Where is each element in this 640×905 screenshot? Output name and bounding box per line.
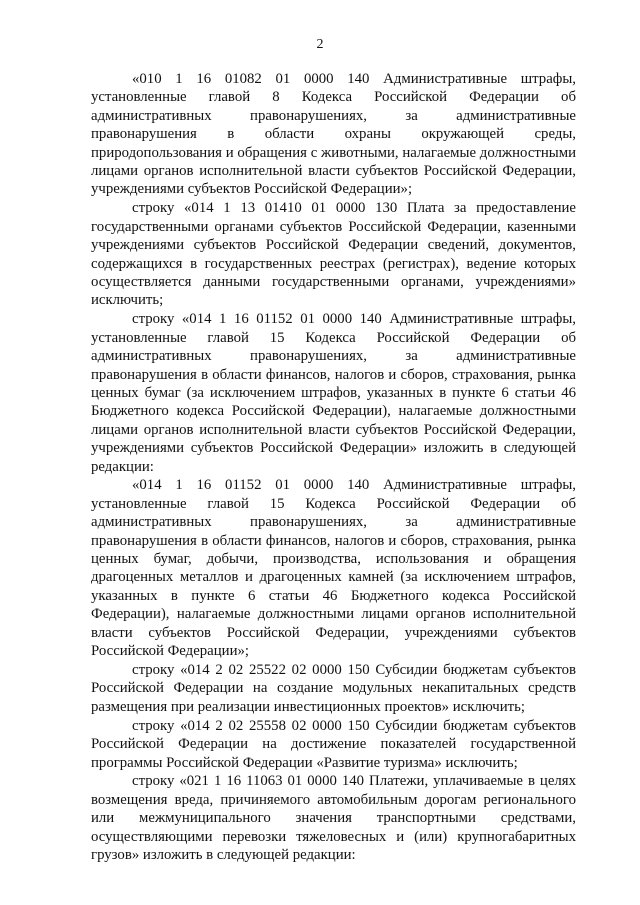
paragraph: «010 1 16 01082 01 0000 140 Административные штрафы, установленные главой 8 Кодекса Российской Федерации об административных правонарушениях, за административные правонарушения в области охраны окружающей среды, природопользования и обращения с животными, налагаемые должностными лицами органов исполнительной власти субъектов Российской Федерации, учреждениями субъектов Российской Федерации»; [91,71,576,198]
page-number: 2 [316,37,324,52]
document-body [91,70,576,865]
paragraph: строку «014 2 02 25522 02 0000 150 Субсидии бюджетам субъектов Российской Федерации на создание модульных некапитальных средств размещения при реализации инвестиционных проектов» исключить; [91,662,576,715]
paragraph: строку «021 1 16 11063 01 0000 140 Платежи, уплачиваемые в целях возмещения вреда, причиняемого автомобильным дорогам регионального или межмуниципального значения транспортными средствами, осуществляющими перевозки тяжеловесных и (или) крупногабаритных грузов» изложить в следующей редакции: [91,773,576,864]
paragraph: строку «014 2 02 25558 02 0000 150 Субсидии бюджетам субъектов Российской Федерации на достижение показателей государственной программы Российской Федерации «Развитие туризма» исключить; [91,717,576,771]
paragraph: строку «014 1 13 01410 01 0000 130 Плата за предоставление государственными органами субъектов Российской Федерации, казенными учреждениями субъектов Российской Федерации сведений, документов, содержащихся в государственных реестрах (регистрах), ведение которых осуществляется данными государственными органами, учреждениями» исключить; [91,200,576,309]
paragraph: строку «014 1 16 01152 01 0000 140 Административные штрафы, установленные главой 15 Кодекса Российской Федерации об административных правонарушениях, за административные правонарушения в области финансов, налогов и сборов, страхования, рынка ценных бумаг (за исключением штрафов, указанных в пункте 6 статьи 46 Бюджетного кодекса Российской Федерации), налагаемые должностными лицами органов исполнительной власти субъектов Российской Федерации, учреждениями субъектов Российской Федерации» изложить в следующей редакции: [91,311,576,475]
paragraph: «014 1 16 01152 01 0000 140 Административные штрафы, установленные главой 15 Кодекса Российской Федерации об административных правонарушениях, за административные правонарушения в области финансов, налогов и сборов, страхования, рынка ценных бумаг, добычи, производства, использования и обращения драгоценных металлов и драгоценных камней (за исключением штрафов, указанных в пункте 6 статьи 46 Бюджетного кодекса Российской Федерации), налагаемые должностными лицами органов исполнительной власти субъектов Российской Федерации, учреждениями субъектов Российской Федерации»; [91,477,576,660]
